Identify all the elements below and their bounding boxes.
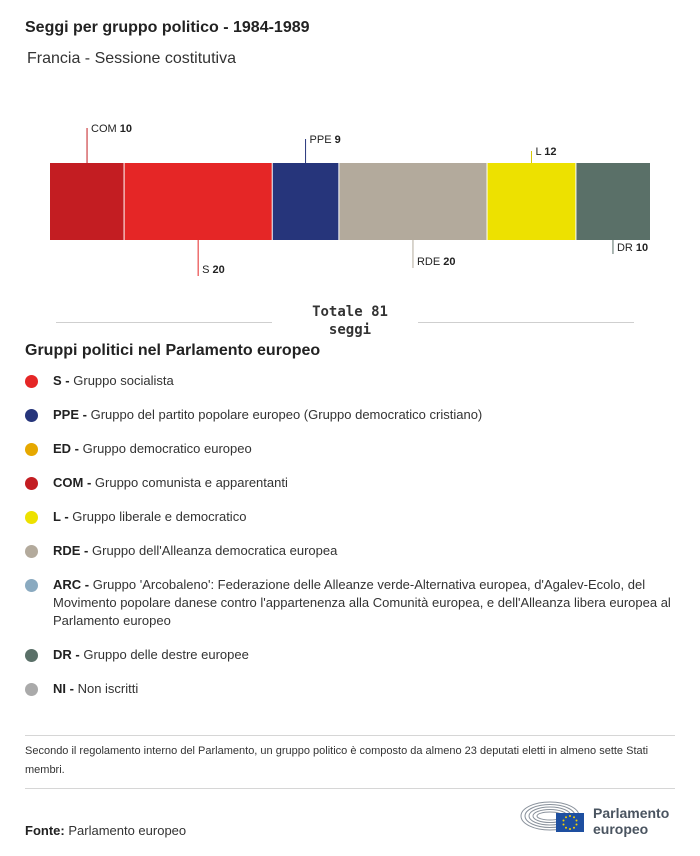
legend-abbr-arc: ARC - (53, 577, 90, 592)
legend-abbr-ppe: PPE - (53, 407, 87, 422)
legend-text-ppe: Gruppo del partito popolare europeo (Gruppo democratico cristiano) (90, 407, 483, 422)
legend-text-dr: Gruppo delle destre europee (83, 647, 249, 662)
legend-abbr-ed: ED - (53, 441, 79, 456)
legend-dot-ppe (25, 409, 38, 422)
bar-segment-l (487, 163, 576, 240)
total-seats (290, 303, 410, 339)
total-seats-line1: Totale 81 (312, 304, 388, 320)
logo-line2: europeo (593, 821, 649, 837)
total-divider-left (56, 322, 272, 323)
bar-segment-s (124, 163, 272, 240)
legend-text-arc: Gruppo 'Arcobaleno': Federazione delle Alleanze verde-Alternativa europea, d'Agalev-Ecolo, del Movimento popolare danese contro l'appartenenza alla Comunità europea, e dell'Alleanza libera europea al Parlamento europeo (53, 577, 671, 628)
legend-abbr-ni: NI - (53, 681, 74, 696)
legend-abbr-dr: DR - (53, 647, 80, 662)
legend-dot-rde (25, 545, 38, 558)
note-divider-bottom (25, 788, 675, 789)
bar-label-com: COM 10 (91, 123, 133, 135)
legend-title: Gruppi politici nel Parlamento europeo (25, 342, 321, 359)
bar-segment-dr (576, 163, 650, 240)
source-label: Fonte: (25, 823, 65, 838)
bar-label-l: L 12 (535, 146, 557, 158)
legend-dot-ni (25, 683, 38, 696)
legend-text-ni: Non iscritti (77, 681, 139, 696)
parliament-emblem-icon (520, 797, 590, 839)
legend-abbr-com: COM - (53, 475, 92, 490)
bar-label-dr: DR 10 (616, 242, 649, 254)
legend-abbr-s: S - (53, 373, 70, 388)
bar-label-s: S 20 (202, 264, 225, 276)
bar-label-ppe: PPE 9 (309, 134, 341, 146)
legend-text-l: Gruppo liberale e democratico (72, 509, 247, 524)
legend-abbr-l: L - (53, 509, 69, 524)
legend-abbr-rde: RDE - (53, 543, 89, 558)
legend-dot-dr (25, 649, 38, 662)
european-parliament-logo (520, 797, 680, 839)
total-divider-right (418, 322, 634, 323)
bar-segment-rde (339, 163, 487, 240)
legend-dot-l (25, 511, 38, 524)
legend-text-s: Gruppo socialista (73, 373, 174, 388)
total-seats-line2: seggi (328, 322, 372, 338)
source (25, 823, 186, 838)
chart-subtitle: Francia - Sessione costitutiva (27, 50, 236, 67)
source-text: Parlamento europeo (68, 823, 187, 838)
chart-title: Seggi per gruppo politico - 1984-1989 (25, 19, 310, 36)
legend-text-rde: Gruppo dell'Alleanza democratica europea (92, 543, 338, 558)
legend-text-com: Gruppo comunista e apparentanti (94, 475, 288, 490)
bar-segment-ppe (272, 163, 339, 240)
note-divider-top (25, 735, 675, 736)
legend-dot-arc (25, 579, 38, 592)
stacked-bar-chart (0, 0, 700, 300)
footnote: Secondo il regolamento interno del Parlamento, un gruppo politico è composto da almeno 23 deputati eletti in almeno sette Stati membri. (25, 745, 649, 776)
legend-dot-com (25, 477, 38, 490)
logo-text (593, 805, 669, 837)
legend-dot-ed (25, 443, 38, 456)
logo-line1: Parlamento (593, 805, 670, 821)
legend-dot-s (25, 375, 38, 388)
bar-label-rde: RDE 20 (416, 256, 456, 268)
legend-text-ed: Gruppo democratico europeo (82, 441, 252, 456)
bar-segment-com (50, 163, 124, 240)
